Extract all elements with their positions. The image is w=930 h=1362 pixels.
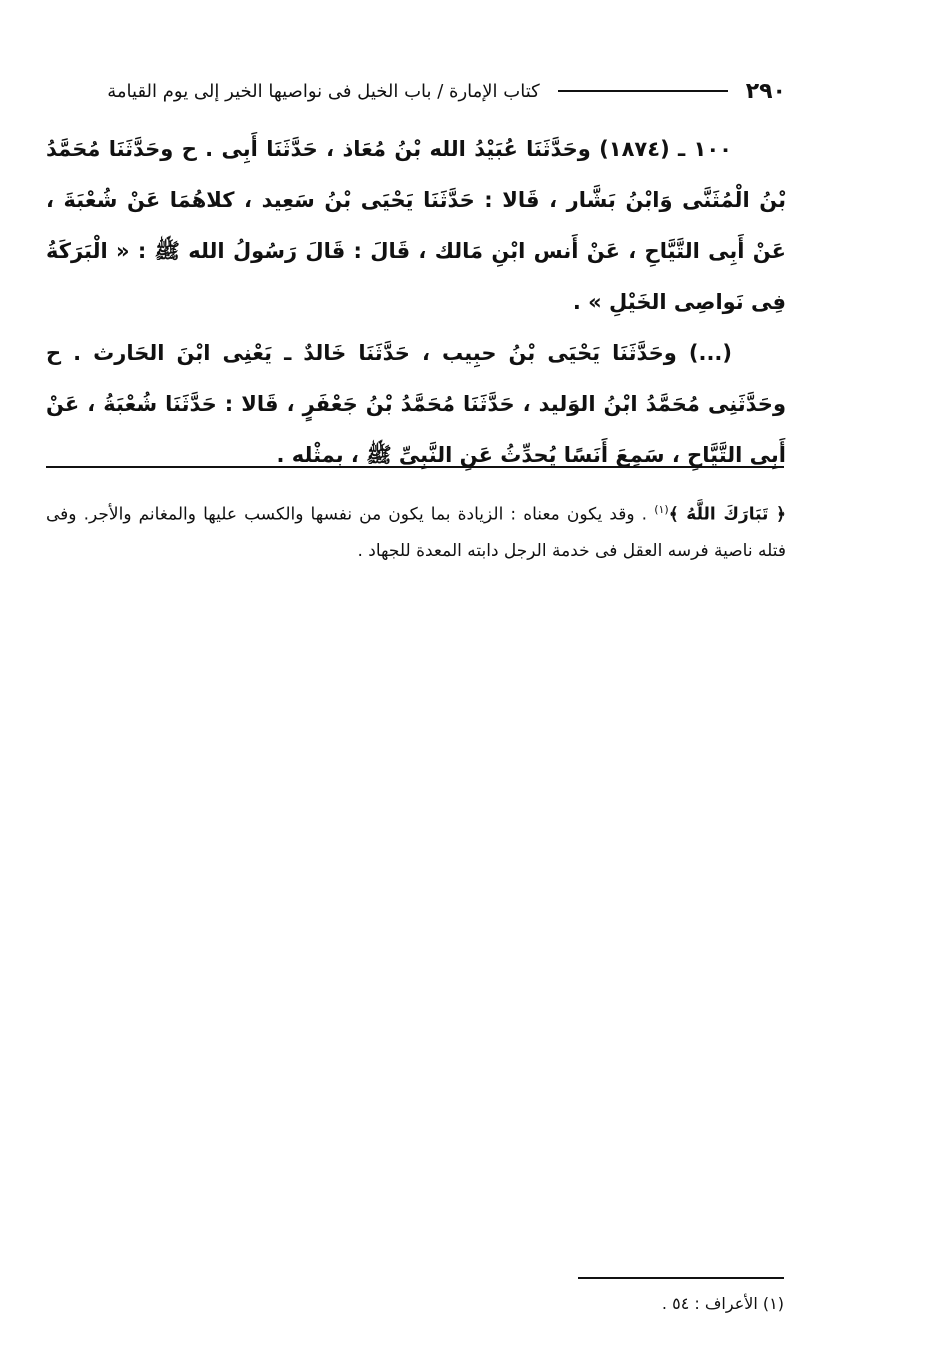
main-separator-rule xyxy=(46,466,784,468)
page-header xyxy=(46,74,786,108)
running-title: كتاب الإمارة / باب الخيل فى نواصيها الخير إلى يوم القيامة xyxy=(107,80,540,102)
page-number: ٢٩٠ xyxy=(745,78,786,104)
footnote-rule xyxy=(578,1277,784,1279)
commentary-text: . وقد يكون معناه : الزيادة بما يكون من نفسها والكسب عليها والمغانم والأجر. وفى فتله ناصية فرسه العقل فى خدمة الرجل دابته المعدة للجهاد . xyxy=(46,504,786,561)
footnote: (١) الأعراف : ٥٤ . xyxy=(661,1294,784,1313)
footnote-marker: (١) xyxy=(654,503,669,516)
hadith-paragraph-1: ١٠٠ ـ (١٨٧٤) وحَدَّثَنَا عُبَيْدُ الله بْنُ مُعَاذ ، حَدَّثَنَا أَبِى . ح وحَدَّثَنَا مُحَمَّدُ بْنُ الْمُثَنَّى وَابْنُ بَشَّار ، قَالا : حَدَّثَنَا يَحْيَى بْنُ سَعِيد ، كلاهُمَا عَنْ شُعْبَةَ ، عَنْ أَبِى التَّيَّاحِ ، عَنْ أَنس ابْنِ مَالك ، قَالَ : قَالَ رَسُولُ الله ﷺ : « الْبَرَكَةُ فِى نَواصِى الخَيْلِ » . xyxy=(46,137,786,314)
commentary xyxy=(46,492,786,569)
hadith-text xyxy=(46,124,786,481)
header-rule xyxy=(558,90,728,92)
hadith-paragraph-2: (...) وحَدَّثَنَا يَحْيَى بْنُ حبِيب ، حَدَّثَنَا خَالدٌ ـ يَعْنِى ابْنَ الحَارث . ح وحَدَّثَنِى مُحَمَّدُ ابْنُ الوَليد ، حَدَّثَنَا مُحَمَّدُ بْنُ جَعْفَرٍ ، قَالا : حَدَّثَنَا شُعْبَةُ ، عَنْ أَبِى التَّيَّاحِ ، سَمِعَ أَنَسًا يُحدِّثُ عَنِ النَّبِىِّ ﷺ ، بمثْله . xyxy=(46,341,786,467)
quran-phrase: ﴿ تَبَارَكَ اللَّهُ ﴾ xyxy=(668,504,786,525)
commentary-paragraph xyxy=(46,492,786,569)
